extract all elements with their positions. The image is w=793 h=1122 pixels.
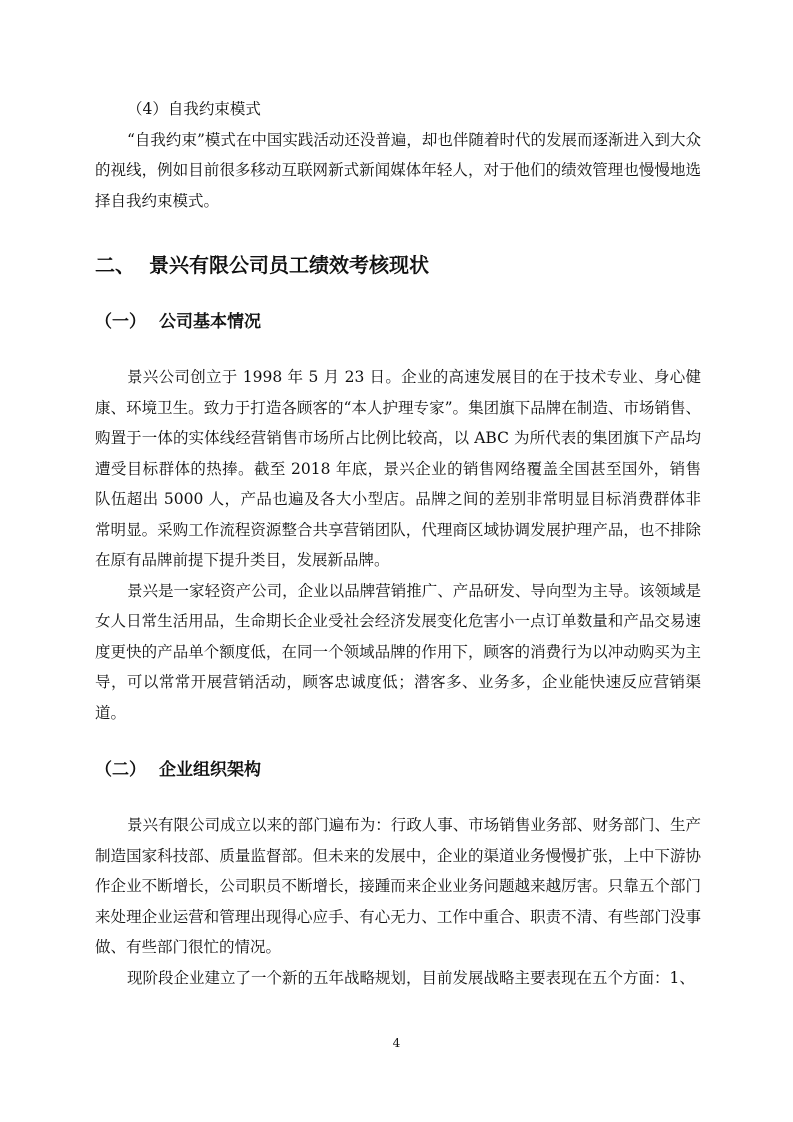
subsection-heading-org-structure — [95, 756, 701, 784]
paragraph-strategy: 现阶段企业建立了一个新的五年战略规划，目前发展战略主要表现在五个方面：1、 — [127, 968, 695, 987]
page-content — [95, 94, 701, 993]
subsection-heading-number: （二） — [95, 760, 146, 780]
paragraph-departments: 景兴有限公司成立以来的部门遍布为：行政人事、市场销售业务部、财务部门、生产制造国家科技部、质量监督部。但未来的发展中，企业的渠道业务慢慢扩张，上中下游协作企业不断增长，公司职员不断增长，接踵而来企业业务问题越来越厉害。只靠五个部门来处理企业运营和管理出现得心应手、有心无力、工作中重合、职责不清、有些部门没事做、有些部门很忙的情况。 — [95, 816, 701, 956]
paragraph-company-history: 景兴公司创立于 1998 年 5 月 23 日。企业的高速发展目的在于技术专业、身心健康、环境卫生。致力于打造各顾客的“本人护理专家”。集团旗下品牌在制造、市场销售、购置于一体的实体线经营销售市场所占比例比较高，以 ABC 为所代表的集团旗下产品均遭受目标群体的热捧。截至 2018 年底，景兴企业的销售网络覆盖全国甚至国外，销售队伍超出 5000 人，产品也遍及各大小型店。品牌之间的差别非常明显目标消费群体非常明显。采购工作流程资源整合共享营销团队，代理商区域协调发展护理产品，也不排除在原有品牌前提下提升类目，发展新品牌。 — [95, 368, 701, 569]
subsection-heading-title: 企业组织架构 — [159, 760, 261, 780]
section-heading-2-title: 景兴有限公司员工绩效考核现状 — [149, 253, 429, 277]
section-heading-2 — [95, 250, 701, 280]
subsection-heading-company-basics — [95, 308, 701, 336]
paragraph-self-constraint: “自我约束”模式在中国实践活动还没普遍，却也伴随着时代的发展而逐渐进入到大众的视线，例如目前很多移动互联网新式新闻媒体年轻人，对于他们的绩效管理也慢慢地选择自我约束模式。 — [95, 130, 701, 210]
subsection-heading-title: 公司基本情况 — [159, 312, 261, 332]
page-number: 4 — [392, 1036, 401, 1050]
paragraph-company-model: 景兴是一家轻资产公司，企业以品牌营销推广、产品研发、导向型为主导。该领域是女人日常生活用品，生命期长企业受社会经济发展变化危害小一点订单数量和产品交易速度更快的产品单个额度低，在同一个领域品牌的作用下，顾客的消费行为以冲动购买为主导，可以常常开展营销活动，顾客忠诚度低；潜客多、业务多，企业能快速反应营销渠道。 — [95, 581, 701, 722]
subsection-heading-number: （一） — [95, 312, 146, 332]
subsection-label-self-constraint: （4）自我约束模式 — [127, 100, 261, 118]
section-heading-2-number: 二、 — [95, 253, 135, 277]
